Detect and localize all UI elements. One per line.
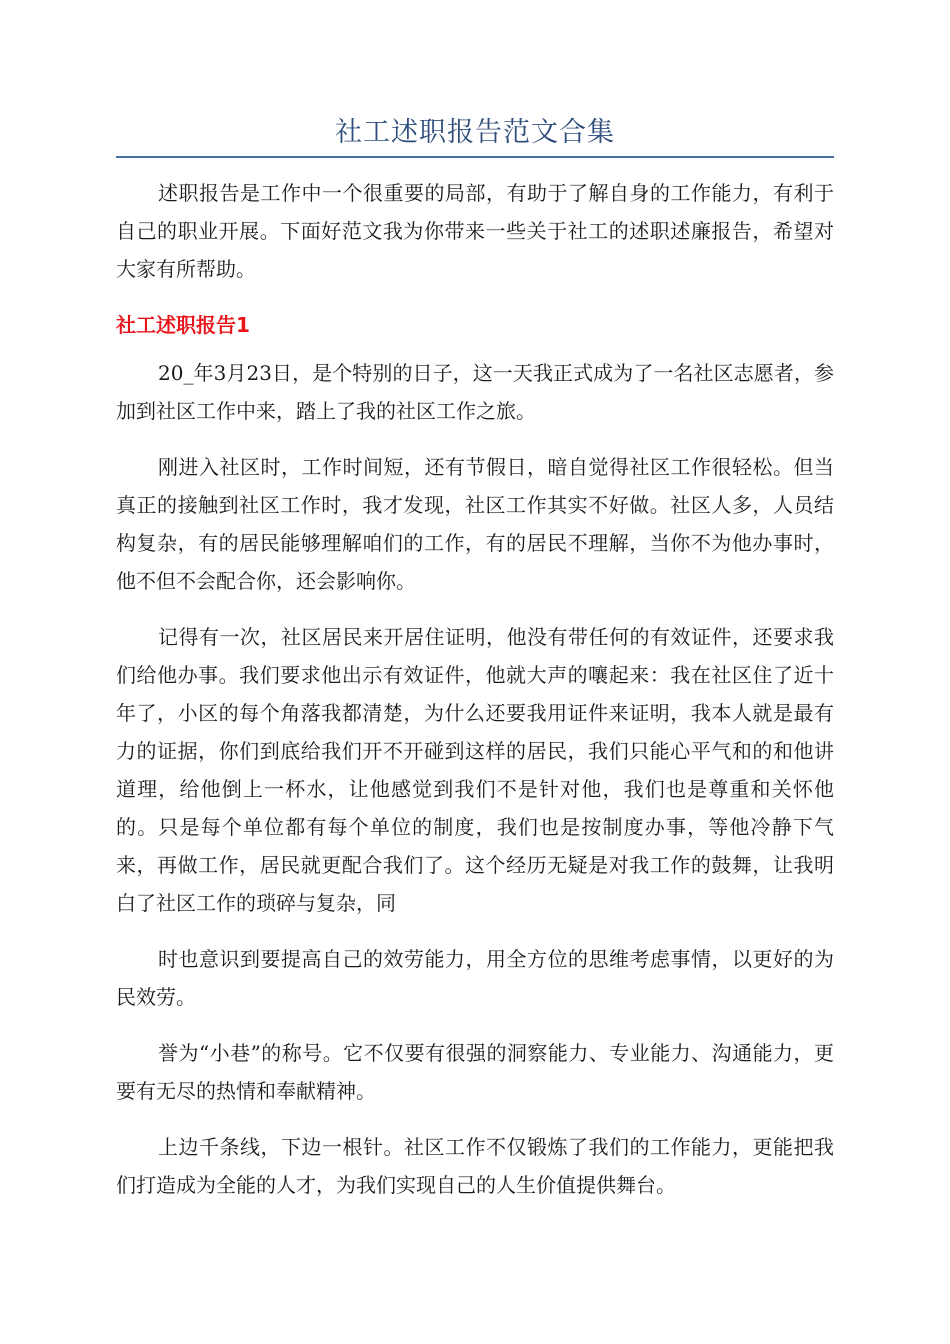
body-paragraph: 记得有一次，社区居民来开居住证明，他没有带任何的有效证件，还要求我们给他办事。我们要求他出示有效证件，他就大声的嚷起来：我在社区住了近十年了，小区的每个角落我都清楚，为什么还要我用证件来证明，我本人就是最有力的证据，你们到底给我们开不开碰到这样的居民，我们只能心平气和的和他讲道理，给他倒上一杯水，让他感觉到我们不是针对他，我们也是尊重和关怀他的。只是每个单位都有每个单位的制度，我们也是按制度办事，等他冷静下气来，再做工作，居民就更配合我们了。这个经历无疑是对我工作的鼓舞，让我明白了社区工作的琐碎与复杂，同: [116, 625, 834, 915]
body-paragraph: 时也意识到要提高自己的效劳能力，用全方位的思维考虑事情，以更好的为民效劳。: [116, 947, 834, 1009]
body-paragraph: 20_年3月23日，是个特别的日子，这一天我正式成为了一名社区志愿者，参加到社区工作中来，踏上了我的社区工作之旅。: [116, 361, 834, 423]
section-heading-1: 社工述职报告1: [116, 313, 250, 337]
body-paragraph: 誉为“小巷”的称号。它不仅要有很强的洞察能力、专业能力、沟通能力，更要有无尽的热情和奉献精神。: [116, 1041, 834, 1103]
document-body: [116, 174, 834, 1222]
title-block: [116, 114, 834, 158]
body-paragraph: 上边千条线，下边一根针。社区工作不仅锻炼了我们的工作能力，更能把我们打造成为全能的人才，为我们实现自己的人生价值提供舞台。: [116, 1135, 834, 1197]
body-paragraph: 刚进入社区时，工作时间短，还有节假日，暗自觉得社区工作很轻松。但当真正的接触到社区工作时，我才发现，社区工作其实不好做。社区人多，人员结构复杂，有的居民能够理解咱们的工作，有的居民不理解，当你不为他办事时，他不但不会配合你，还会影响你。: [116, 455, 834, 593]
document-title: 社工述职报告范文合集: [335, 117, 615, 148]
intro-paragraph: 述职报告是工作中一个很重要的局部，有助于了解自身的工作能力，有利于自己的职业开展。下面好范文我为你带来一些关于社工的述职述廉报告，希望对大家有所帮助。: [116, 181, 834, 281]
